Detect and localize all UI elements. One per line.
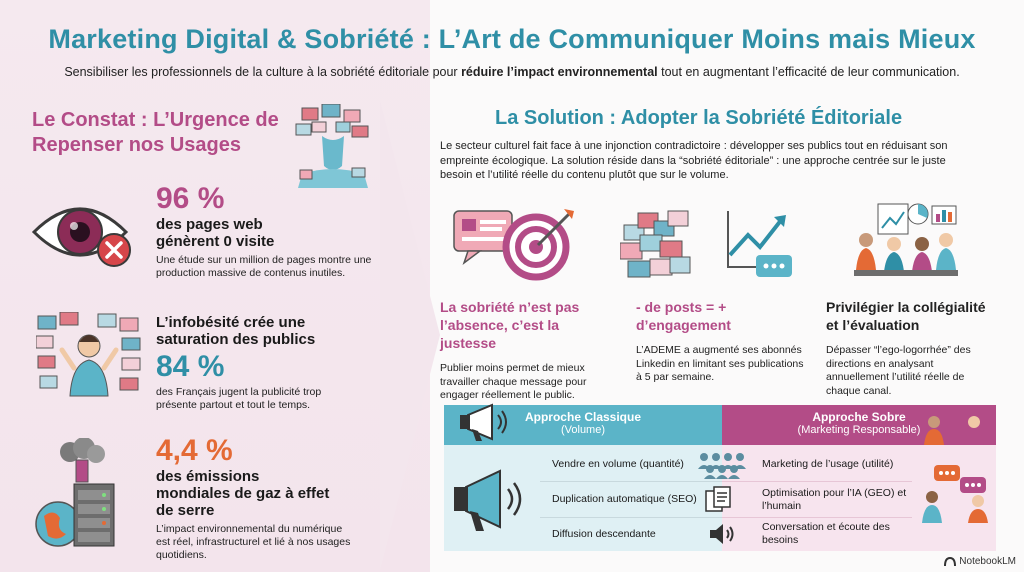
row-divider xyxy=(722,517,912,518)
stat-emissions xyxy=(156,434,386,562)
constat-heading: Le Constat : L’Urgence de Repenser nos Usages xyxy=(32,109,279,156)
stat-emissions-desc: L’impact environnemental du numérique est réel, infrastructurel et lié à nos usages quotidiens. xyxy=(156,523,351,561)
large-megaphone-icon xyxy=(450,463,526,535)
conversation-icon xyxy=(916,463,994,525)
sobre-row-1: Marketing de l’usage (utilité) xyxy=(762,458,894,470)
classic-title: Approche Classique xyxy=(524,410,642,424)
stat-infobesite-value: 84 % xyxy=(156,350,225,383)
stat-pages xyxy=(156,182,386,280)
page-subtitle: Sensibiliser les professionnels de la culture à la sobriété éditoriale pour réduire l’impact environnemental tout en augmentant l’efficacité de leur communication. xyxy=(64,65,960,79)
col-collegialite-text: Dépasser “l’ego-logorrhée” des directions en analysant annuellement l’utilité réelle de chaque canal. xyxy=(826,344,971,397)
stat-emissions-label: des émissions mondiales de gaz à effet de serre xyxy=(156,468,330,519)
eye-cross-icon xyxy=(30,192,142,278)
stat-infobesite xyxy=(156,314,386,412)
col-justesse-heading: La sobriété n’est pas l’absence, c’est la justesse xyxy=(440,299,580,351)
sobre-title: Approche Sobre xyxy=(812,410,906,424)
page-title: Marketing Digital & Sobriété : L’Art de Communiquer Moins mais Mieux xyxy=(48,24,976,54)
content-flood-icon xyxy=(292,104,374,190)
sobre-row-2: Optimisation pour l’IA (GEO) et l’humain xyxy=(762,487,907,512)
target-icon xyxy=(450,205,580,285)
col-engagement xyxy=(636,298,806,385)
classic-row-2: Duplication automatique (SEO) xyxy=(552,493,697,505)
sobre-subtitle: (Marketing Responsable) xyxy=(797,424,921,436)
col-collegialite-heading: Privilégier la collégialité et l’évaluation xyxy=(826,299,986,333)
stat-pages-value: 96 % xyxy=(156,182,225,215)
col-engagement-heading: - de posts = + d’engagement xyxy=(636,299,731,333)
col-justesse xyxy=(440,298,600,403)
col-engagement-text: L’ADEME a augmenté ses abonnés Linkedin en limitant ses publications à 5 par semaine. xyxy=(636,344,804,383)
solution-intro: Le secteur culturel fait face à une injonction contradictoire : développer ses publics tout en réduisant son empreinte écologique. La solution réside dans la “sobriété éditoriale” : une approche centrée sur le juste besoin et l’utilité réelle du contenu plutôt que sur le volume. xyxy=(440,140,948,181)
megaphone-icon xyxy=(458,401,512,443)
col-justesse-text: Publier moins permet de mieux travailler chaque message pour engager réellement le public. xyxy=(440,362,587,401)
row-divider xyxy=(540,517,722,518)
col-collegialite xyxy=(826,298,996,398)
stat-pages-desc: Une étude sur un million de pages montre une production massive de contenus inutiles. xyxy=(156,254,372,279)
row-divider xyxy=(722,481,912,482)
sobre-row-3: Conversation et écoute des besoins xyxy=(762,521,890,546)
growth-chart-icon xyxy=(620,205,800,285)
comparison-table xyxy=(440,405,996,551)
notebooklm-logo-icon xyxy=(944,557,956,567)
classic-row-1: Vendre en volume (quantité) xyxy=(552,458,684,470)
datacenter-pollution-icon xyxy=(30,438,142,550)
stat-pages-label: des pages web génèrent 0 visite xyxy=(156,216,275,250)
speaker-icon xyxy=(708,521,736,547)
people-icon xyxy=(916,413,994,445)
documents-icon xyxy=(704,485,738,515)
brand-name: NotebookLM xyxy=(959,556,1016,567)
classic-row-3: Diffusion descendante xyxy=(552,528,656,540)
team-meeting-icon xyxy=(852,200,960,286)
crowd-icon xyxy=(696,449,746,479)
solution-heading: La Solution : Adopter la Sobriété Éditoriale xyxy=(495,107,903,129)
classic-subtitle: (Volume) xyxy=(560,424,606,436)
stat-emissions-value: 4,4 % xyxy=(156,434,233,467)
stat-infobesite-desc: des Français jugent la publicité trop présente partout et tout le temps. xyxy=(156,386,322,411)
brand-footer xyxy=(944,556,1016,567)
info-overload-icon xyxy=(36,312,142,398)
row-divider xyxy=(540,481,722,482)
stat-infobesite-title: L’infobésité crée une saturation des publics xyxy=(156,314,316,348)
